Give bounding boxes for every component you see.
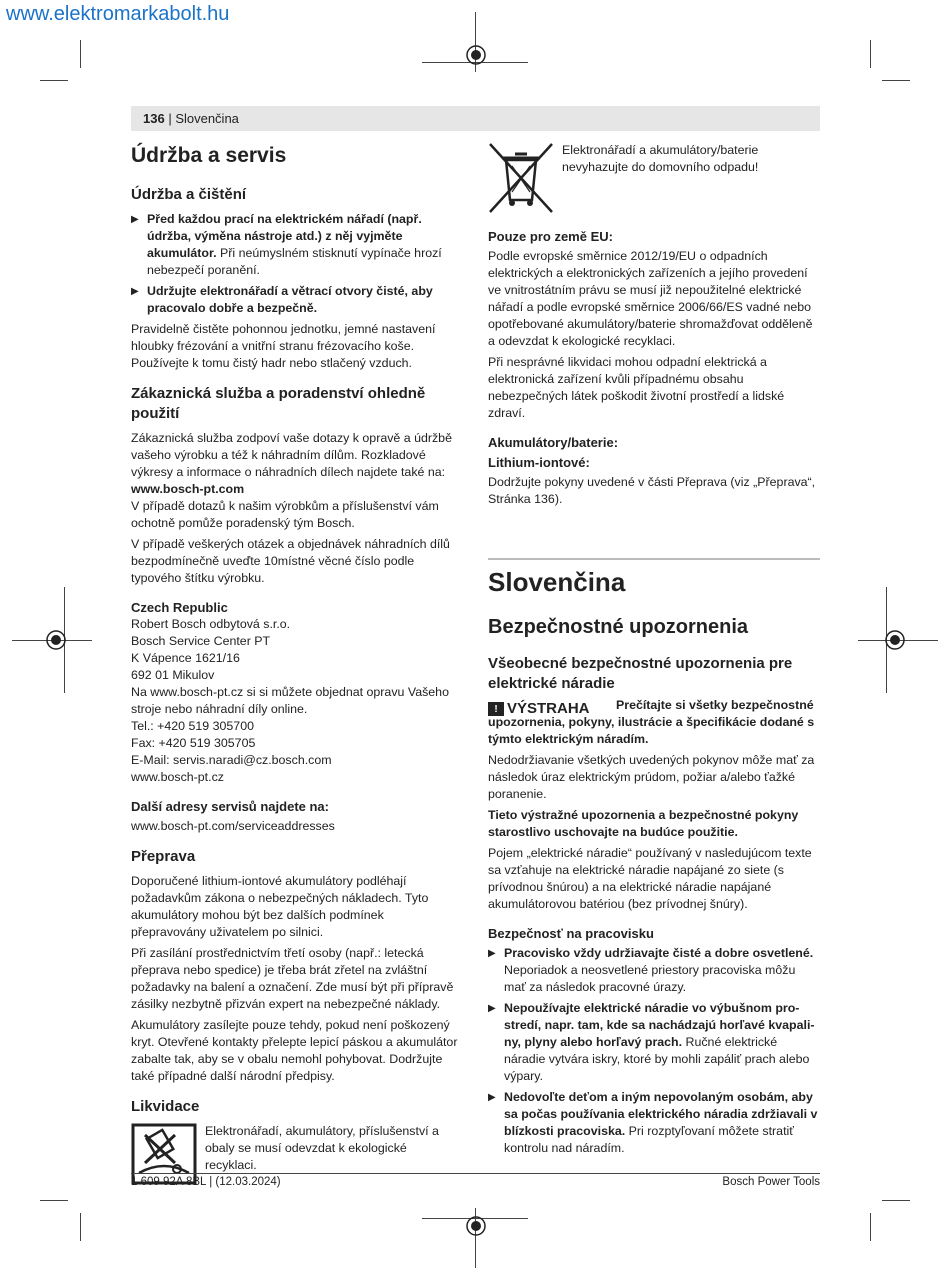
workplace-bullet-2: ▶ Nepoužívajte elektrické náradie vo výbušnom prostredí, napr. tam, kde sa nachádzajú horľavé kvapaliny, plyny alebo horľavý prach. Ručné elektrické náradie vytvára iskry, ktoré by mohli zapáliť prach alebo výpary. xyxy=(488,1000,820,1085)
liion-heading: Lithium-iontové: xyxy=(488,455,590,470)
transport-paragraph-1: Doporučené lithium-iontové akumulátory podléhají požadavkům zákona o nebezpečných nákladech. Tyto akumulátory mohou být bez dalších podmínek přepravovány uživatelem po silnici. xyxy=(131,874,429,939)
warning-icon: ! xyxy=(488,702,504,716)
disposal-heading: Likvidace xyxy=(131,1098,200,1115)
more-addresses-heading: Další adresy servisů najdete na: xyxy=(131,799,329,814)
address-block xyxy=(131,616,461,786)
bin-block xyxy=(488,142,820,214)
service-paragraph-2: V případě dotazů k našim výrobkům a příslušenství vám ochotně pomůže poradenský tým Bosch. xyxy=(131,499,439,530)
service-paragraph-1: Zákaznická služba zodpoví vaše dotazy k opravě a údržbě vašeho výrobku a též k náhradním dílům. Rozkladové výkresy a informace o náhradních dílech najdete také na: xyxy=(131,431,452,479)
page-header: 136 | Slovenčina xyxy=(131,106,820,131)
phone: Tel.: +420 519 305700 xyxy=(131,719,254,733)
footer-brand: Bosch Power Tools xyxy=(722,1176,820,1188)
eu-paragraph-2: Při nesprávné likvidaci mohou odpadní elektrická a elektronická zařízení kvůli případnému obsahu nebezpečných látek poškodit životní prostředí a lidské zdraví. xyxy=(488,355,785,420)
transport-paragraph-3: Akumulátory zasílejte pouze tehdy, pokud není poškozený kryt. Otevřené kontakty přelepte lepicí páskou a akumulátor zabalte tak, aby se v obalu nemohl pohybovat. Dodržujte také případné další národní předpisy. xyxy=(131,1018,458,1083)
section-divider xyxy=(488,558,820,560)
registration-mark-top xyxy=(465,44,487,66)
keep-instructions: Tieto výstražné upozornenia a bezpečnostné pokyny starostlivo uschovajte na budúce použitie. xyxy=(488,808,799,839)
section-title: Údržba a servis xyxy=(131,144,287,167)
service-heading: Zákaznická služba a poradenství ohledně použití xyxy=(131,385,426,422)
page-number: 136 xyxy=(143,111,165,126)
general-safety-heading: Všeobecné bezpečnostné upozornenia pre elektrické náradie xyxy=(488,655,793,692)
crossed-out-bin-icon xyxy=(488,142,554,214)
maintenance-bullet-2: ▶ Udržujte elektronářadí a větrací otvory čisté, aby pracovalo dobře a bezpečně. xyxy=(131,283,461,317)
workplace-heading: Bezpečnosť na pracovisku xyxy=(488,926,654,941)
warning-bold-text: Prečítajte si všetky bezpečnostné upozornenia, pokyny, ilustrácie a špecifikácie dodané s týmto elektrickým náradím. xyxy=(488,698,815,746)
fax: Fax: +420 519 305705 xyxy=(131,736,256,750)
address-line: Bosch Service Center PT xyxy=(131,634,271,648)
right-column xyxy=(488,142,820,1161)
registration-mark-bottom xyxy=(465,1215,487,1237)
watermark[interactable]: www.elektromarkabolt.hu xyxy=(6,3,230,25)
website-link[interactable]: www.bosch-pt.cz xyxy=(131,770,224,784)
liion-text: Dodržujte pokyny uvedené v části Přeprava (viz „Přeprava“, Stránka 136). xyxy=(488,475,816,506)
address-line: Robert Bosch odbytová s.r.o. xyxy=(131,617,291,631)
more-addresses-url[interactable]: www.bosch-pt.com/serviceaddresses xyxy=(131,819,335,833)
service-paragraph-3: V případě veškerých otázek a objednávek náhradních dílů bezpodmínečně uveďte 10místné věcné číslo podle typového štítku výrobku. xyxy=(131,537,450,585)
footer-doc-id: 1 609 92A 8BL | (12.03.2024) xyxy=(131,1176,281,1188)
address-line: K Vápence 1621/16 xyxy=(131,651,240,665)
eu-paragraph-1: Podle evropské směrnice 2012/19/EU o odpadních elektrických a elektronických zařízeních a jejího provedení ve vnitrostátním právu se musí již nepoužitelné elektrické nářadí a podle evropské směrnice 2006/66/ES vadné nebo opotřebované akumulátory/baterie shromažďovat odděleně a odevzdat k ekologické recyklaci. xyxy=(488,249,813,348)
workplace-bullet-3: ▶ Nedovoľte deťom a iným nepovolaným osobám, aby sa počas používania elektrického náradia zdržiavali v blízkosti pracoviska. Pri rozptyľovaní môžete stratiť kontrolu nad náradím. xyxy=(488,1089,820,1157)
transport-heading: Přeprava xyxy=(131,848,196,865)
maintenance-paragraph: Pravidelně čistěte pohonnou jednotku, jemné nastavení hloubky frézování a vnitřní stranu frézovacího koše. Používejte k tomu čistý hadr nebo stlačený vzduch. xyxy=(131,322,436,370)
country-heading: Czech Republic xyxy=(131,600,228,615)
workplace-bullet-1: ▶ Pracovisko vždy udržiavajte čisté a dobre osvetlené. Neporiadok a neosvetlené priestory pracoviska môžu mať za následok pracovné úrazy. xyxy=(488,945,820,996)
footer-rule xyxy=(131,1173,820,1174)
address-online-note: Na www.bosch-pt.cz si si můžete objednat opravu Vašeho stroje nebo náhradní díly online. xyxy=(131,685,449,716)
language-title: Slovenčina xyxy=(488,567,626,597)
transport-paragraph-2: Při zasílání prostřednictvím třetí osoby (např.: letecká přeprava nebo spedice) je třeba brát zřetel na zvláštní požadavky na balení a označení. Zde musí být při přípravě zásilky nezbytně přizván expert na nebezpečné náklady. xyxy=(131,946,454,1011)
battery-heading: Akumulátory/baterie: xyxy=(488,435,619,450)
warning-text: Nedodržiavanie všetkých uvedených pokynov môže mať za následok úraz elektrickým prúdom, požiar a/alebo ťažké poranenie. xyxy=(488,753,815,801)
email[interactable]: E-Mail: servis.naradi@cz.bosch.com xyxy=(131,753,332,767)
eu-heading: Pouze pro země EU: xyxy=(488,229,613,244)
term-paragraph: Pojem „elektrické náradie“ používaný v nasledujúcom texte sa vzťahuje na elektrické náradie napájané zo siete (s prívodnou šnúrou) a na elektrické náradie napájané akumulátorovou batériou (bez prívodnej šnúry). xyxy=(488,846,812,911)
disposal-text: Elektronářadí, akumulátory, příslušenství a obaly se musí odevzdat k ekologické recyklaci. xyxy=(205,1124,439,1172)
header-language: Slovenčina xyxy=(175,111,239,126)
address-line: 692 01 Mikulov xyxy=(131,668,215,682)
maintenance-heading: Údržba a čištění xyxy=(131,186,247,203)
registration-mark-left xyxy=(45,629,67,651)
maintenance-bullet-1: ▶ Před každou prací na elektrickém nářadí (např. údržba, výměna nástroje atd.) z něj vyjměte akumulátor. Při neúmyslném stisknutí vypínače hrozí nebezpečí poranění. xyxy=(131,211,461,279)
bin-text: Elektronářadí a akumulátory/baterie nevyhazujte do domovního odpadu! xyxy=(562,143,759,174)
registration-mark-right xyxy=(884,629,906,651)
left-column xyxy=(131,142,461,1185)
warning-label: ! VÝSTRAHA xyxy=(488,700,590,717)
service-url[interactable]: www.bosch-pt.com xyxy=(131,482,245,496)
safety-heading: Bezpečnostné upozornenia xyxy=(488,616,749,638)
